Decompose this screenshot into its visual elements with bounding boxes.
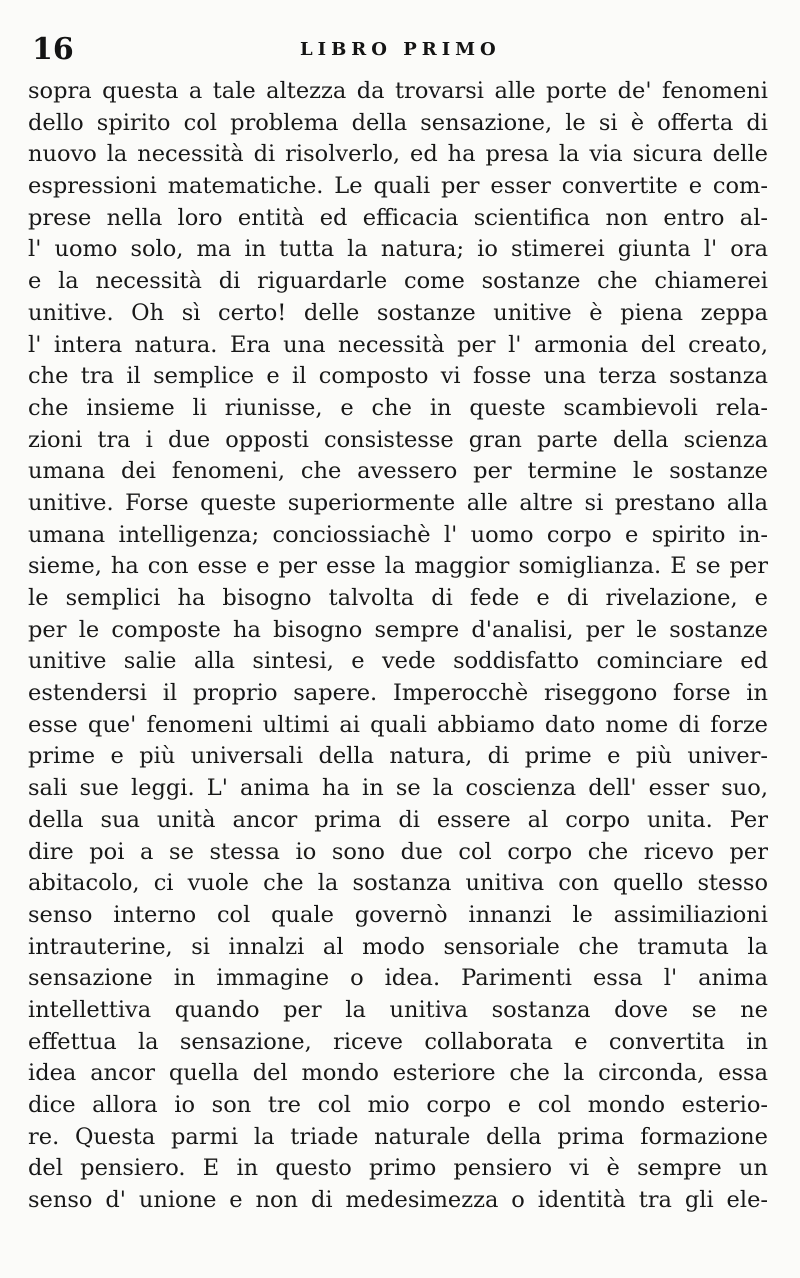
text-line: abitacolo, ci vuole che la sostanza unitiva con quello stesso <box>28 870 768 897</box>
text-line: e la necessità di riguardarle come sostanze che chiamerei <box>28 268 768 295</box>
text-line: unitive. Oh sì certo! delle sostanze unitive è piena zeppa <box>28 299 768 326</box>
text-line: della sua unità ancor prima di essere al corpo unita. Per <box>28 806 768 833</box>
text-line: sopra questa a tale altezza da trovarsi alle porte de' fenomeni <box>28 78 768 104</box>
text-line: nuovo la necessità di risolverlo, ed ha presa la via sicura delle <box>28 141 768 168</box>
text-line: dello spirito col problema della sensazione, le si è offerta di <box>28 109 768 136</box>
text-line: umana dei fenomeni, che avessero per termine le sostanze <box>28 458 768 485</box>
text-line: unitive salie alla sintesi, e vede soddisfatto cominciare ed <box>28 648 768 675</box>
text-line: senso d' unione e non di medesimezza o identità tra gli ele- <box>28 1187 768 1214</box>
text-line: prese nella loro entità ed efficacia scientifica non entro al- <box>28 204 768 231</box>
body-text <box>28 76 768 1217</box>
text-line: re. Questa parmi la triade naturale della prima formazione <box>28 1123 768 1150</box>
text-line: che insieme li riunisse, e che in queste scambievoli rela- <box>28 394 768 421</box>
text-line: che tra il semplice e il composto vi fosse una terza sostanza <box>28 363 768 390</box>
text-line: l' intera natura. Era una necessità per l' armonia del creato, <box>28 331 768 358</box>
text-line: sieme, ha con esse e per esse la maggior somiglianza. E se per <box>28 553 768 580</box>
page-number: 16 <box>32 32 74 67</box>
text-line: esse que' fenomeni ultimi ai quali abbiamo dato nome di forze <box>28 711 768 738</box>
text-line: estendersi il proprio sapere. Imperocchè riseggono forse in <box>28 680 768 707</box>
text-line: sensazione in immagine o idea. Parimenti essa l' anima <box>28 965 768 992</box>
text-line: unitive. Forse queste superiormente alle altre si prestano alla <box>28 489 768 516</box>
text-line: zioni tra i due opposti consistesse gran parte della scienza <box>28 426 768 453</box>
text-line: dice allora io son tre col mio corpo e col mondo esterio- <box>28 1092 768 1118</box>
text-line: intellettiva quando per la unitiva sostanza dove se ne <box>28 996 768 1023</box>
text-line: del pensiero. E in questo primo pensiero vi è sempre un <box>28 1155 768 1182</box>
text-line: umana intelligenza; conciossiachè l' uomo corpo e spirito in- <box>28 521 768 548</box>
text-line: idea ancor quella del mondo esteriore che la circonda, essa <box>28 1060 768 1087</box>
text-line: le semplici ha bisogno talvolta di fede e di rivelazione, e <box>28 585 768 611</box>
text-line: intrauterine, si innalzi al modo sensoriale che tramuta la <box>28 933 768 960</box>
text-line: espressioni matematiche. Le quali per esser convertite e com- <box>28 173 768 200</box>
text-line: effettua la sensazione, riceve collaborata e convertita in <box>28 1028 768 1055</box>
text-line: sali sue leggi. L' anima ha in se la coscienza dell' esser suo, <box>28 775 768 802</box>
running-title: LIBRO PRIMO <box>300 39 501 60</box>
text-line: prime e più universali della natura, di prime e più univer- <box>28 743 768 770</box>
text-line: dire poi a se stessa io sono due col corpo che ricevo per <box>28 838 768 865</box>
page-header <box>32 30 772 70</box>
text-line: per le composte ha bisogno sempre d'analisi, per le sostanze <box>28 616 768 643</box>
text-line: senso interno col quale governò innanzi le assimiliazioni <box>28 901 768 928</box>
text-line: l' uomo solo, ma in tutta la natura; io stimerei giunta l' ora <box>28 236 768 263</box>
